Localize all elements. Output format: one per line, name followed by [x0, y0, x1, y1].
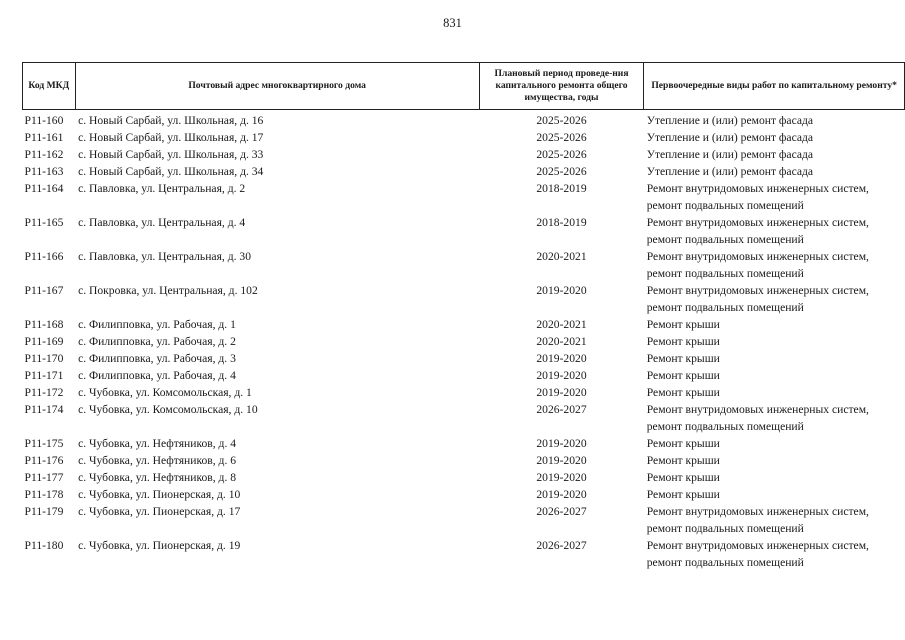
cell-works — [644, 316, 905, 333]
repair-schedule-table — [22, 62, 905, 571]
work-line: Утепление и (или) ремонт фасада — [646, 114, 814, 127]
cell-period: 2026-2027 — [536, 403, 587, 416]
cell-code: Р11-164 — [24, 182, 64, 195]
cell-works — [644, 333, 905, 350]
cell-period: 2025-2026 — [536, 165, 587, 178]
header-code: Код МКД — [23, 63, 76, 110]
work-line: ремонт подвальных помещений — [646, 301, 804, 314]
table-row — [23, 129, 905, 146]
cell-code: Р11-179 — [24, 505, 64, 518]
cell-works — [644, 146, 905, 163]
cell-address: с. Чубовка, ул. Комсомольская, д. 10 — [78, 403, 258, 416]
table-row — [23, 146, 905, 163]
work-line: Утепление и (или) ремонт фасада — [646, 131, 814, 144]
cell-code: Р11-174 — [24, 403, 64, 416]
cell-period: 2026-2027 — [536, 505, 587, 518]
cell-address: с. Филипповка, ул. Рабочая, д. 1 — [78, 318, 236, 331]
table-row — [23, 214, 905, 248]
table-row — [23, 163, 905, 180]
work-line: Ремонт крыши — [646, 369, 720, 382]
table-row — [23, 401, 905, 435]
work-line: Ремонт внутридомовых инженерных систем, — [646, 284, 869, 297]
table-header-row — [23, 63, 905, 110]
cell-code: Р11-162 — [24, 148, 64, 161]
table-row — [23, 316, 905, 333]
cell-address: с. Чубовка, ул. Пионерская, д. 19 — [78, 539, 241, 552]
table-row — [23, 435, 905, 452]
cell-period: 2019-2020 — [536, 437, 587, 450]
cell-code: Р11-177 — [24, 471, 64, 484]
cell-period: 2018-2019 — [536, 216, 587, 229]
cell-code: Р11-178 — [24, 488, 64, 501]
table-row — [23, 503, 905, 537]
cell-works — [644, 110, 905, 130]
table-row — [23, 248, 905, 282]
cell-code: Р11-169 — [24, 335, 64, 348]
cell-works — [644, 350, 905, 367]
table-row — [23, 350, 905, 367]
cell-address: с. Чубовка, ул. Нефтяников, д. 8 — [78, 471, 237, 484]
cell-period: 2020-2021 — [536, 335, 587, 348]
cell-period: 2019-2020 — [536, 352, 587, 365]
work-line: Ремонт крыши — [646, 454, 720, 467]
cell-period: 2019-2020 — [536, 386, 587, 399]
cell-code: Р11-163 — [24, 165, 64, 178]
table-row — [23, 469, 905, 486]
table-row — [23, 537, 905, 571]
cell-code: Р11-175 — [24, 437, 64, 450]
cell-works — [644, 486, 905, 503]
cell-code: Р11-172 — [24, 386, 64, 399]
table-row — [23, 180, 905, 214]
cell-address: с. Чубовка, ул. Нефтяников, д. 4 — [78, 437, 237, 450]
cell-works — [644, 367, 905, 384]
cell-period: 2019-2020 — [536, 488, 587, 501]
cell-works — [644, 180, 905, 214]
work-line: Ремонт внутридомовых инженерных систем, — [646, 216, 869, 229]
cell-address: с. Чубовка, ул. Пионерская, д. 17 — [78, 505, 241, 518]
work-line: ремонт подвальных помещений — [646, 267, 804, 280]
work-line: Ремонт крыши — [646, 335, 720, 348]
work-line: Ремонт крыши — [646, 437, 720, 450]
table-row — [23, 452, 905, 469]
cell-period: 2019-2020 — [536, 471, 587, 484]
cell-code: Р11-160 — [24, 114, 64, 127]
cell-address: с. Чубовка, ул. Пионерская, д. 10 — [78, 488, 241, 501]
header-address: Почтовый адрес многоквартирного дома — [75, 63, 479, 110]
cell-code: Р11-161 — [24, 131, 64, 144]
cell-code: Р11-170 — [24, 352, 64, 365]
work-line: Ремонт крыши — [646, 352, 720, 365]
work-line: Ремонт крыши — [646, 488, 720, 501]
cell-works — [644, 469, 905, 486]
work-line: Ремонт внутридомовых инженерных систем, — [646, 403, 869, 416]
cell-works — [644, 282, 905, 316]
cell-period: 2019-2020 — [536, 284, 587, 297]
cell-code: Р11-167 — [24, 284, 64, 297]
cell-works — [644, 452, 905, 469]
table-row — [23, 110, 905, 130]
cell-period: 2020-2021 — [536, 250, 587, 263]
work-line: Ремонт крыши — [646, 386, 720, 399]
cell-code: Р11-166 — [24, 250, 64, 263]
cell-period: 2020-2021 — [536, 318, 587, 331]
work-line: Ремонт внутридомовых инженерных систем, — [646, 250, 869, 263]
cell-works — [644, 163, 905, 180]
table-row — [23, 486, 905, 503]
cell-works — [644, 537, 905, 571]
cell-address: с. Новый Сарбай, ул. Школьная, д. 34 — [78, 165, 264, 178]
table-row — [23, 333, 905, 350]
cell-period: 2019-2020 — [536, 369, 587, 382]
cell-address: с. Новый Сарбай, ул. Школьная, д. 17 — [78, 131, 264, 144]
cell-code: Р11-171 — [24, 369, 64, 382]
work-line: ремонт подвальных помещений — [646, 420, 804, 433]
work-line: ремонт подвальных помещений — [646, 199, 804, 212]
cell-period: 2025-2026 — [536, 114, 587, 127]
table-row — [23, 282, 905, 316]
cell-period: 2025-2026 — [536, 148, 587, 161]
cell-address: с. Покровка, ул. Центральная, д. 102 — [78, 284, 258, 297]
cell-code: Р11-168 — [24, 318, 64, 331]
cell-address: с. Филипповка, ул. Рабочая, д. 4 — [78, 369, 236, 382]
page-number: 831 — [443, 16, 462, 30]
work-line: Ремонт внутридомовых инженерных систем, — [646, 505, 869, 518]
work-line: Ремонт внутридомовых инженерных систем, — [646, 539, 869, 552]
cell-works — [644, 435, 905, 452]
cell-code: Р11-165 — [24, 216, 64, 229]
work-line: ремонт подвальных помещений — [646, 233, 804, 246]
work-line: Ремонт крыши — [646, 471, 720, 484]
cell-address: с. Филипповка, ул. Рабочая, д. 3 — [78, 352, 236, 365]
cell-period: 2019-2020 — [536, 454, 587, 467]
cell-works — [644, 384, 905, 401]
cell-address: с. Чубовка, ул. Комсомольская, д. 1 — [78, 386, 252, 399]
cell-works — [644, 401, 905, 435]
cell-address: с. Филипповка, ул. Рабочая, д. 2 — [78, 335, 236, 348]
work-line: ремонт подвальных помещений — [646, 522, 804, 535]
cell-period: 2025-2026 — [536, 131, 587, 144]
header-works: Первоочередные виды работ по капитальному ремонту* — [644, 63, 905, 110]
cell-code: Р11-176 — [24, 454, 64, 467]
cell-address: с. Павловка, ул. Центральная, д. 4 — [78, 216, 246, 229]
cell-works — [644, 129, 905, 146]
table-row — [23, 384, 905, 401]
cell-works — [644, 214, 905, 248]
cell-address: с. Павловка, ул. Центральная, д. 30 — [78, 250, 251, 263]
cell-period: 2018-2019 — [536, 182, 587, 195]
cell-works — [644, 248, 905, 282]
work-line: ремонт подвальных помещений — [646, 556, 804, 569]
work-line: Ремонт крыши — [646, 318, 720, 331]
cell-address: с. Чубовка, ул. Нефтяников, д. 6 — [78, 454, 237, 467]
cell-address: с. Новый Сарбай, ул. Школьная, д. 16 — [78, 114, 264, 127]
cell-address: с. Павловка, ул. Центральная, д. 2 — [78, 182, 246, 195]
work-line: Утепление и (или) ремонт фасада — [646, 165, 814, 178]
work-line: Утепление и (или) ремонт фасада — [646, 148, 814, 161]
cell-works — [644, 503, 905, 537]
table-body — [23, 110, 905, 572]
work-line: Ремонт внутридомовых инженерных систем, — [646, 182, 869, 195]
header-period: Плановый период проведе-ния капитального ремонта общего имущества, годы — [479, 63, 643, 110]
cell-code: Р11-180 — [24, 539, 64, 552]
table-row — [23, 367, 905, 384]
cell-address: с. Новый Сарбай, ул. Школьная, д. 33 — [78, 148, 264, 161]
cell-period: 2026-2027 — [536, 539, 587, 552]
